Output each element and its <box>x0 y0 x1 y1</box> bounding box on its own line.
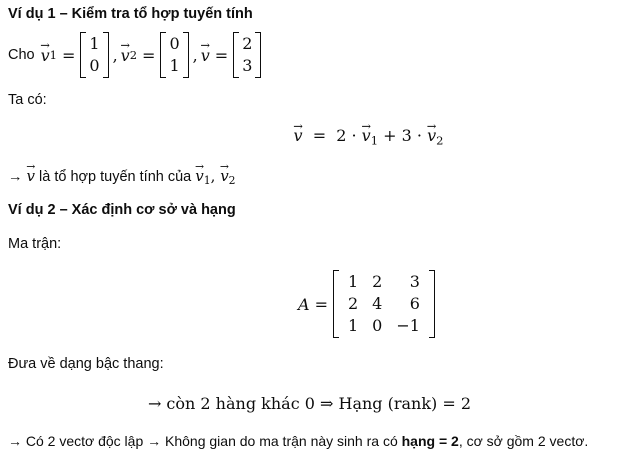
linear-combination-equation: → v = 2 · → $v_1 + 3$ · → $v_2$ <box>0 126 619 147</box>
final-text-2: , cơ sở gồm 2 vectơ. <box>458 433 589 449</box>
vector-v1-matrix <box>80 32 108 78</box>
matrix-name: A <box>298 294 310 314</box>
v2-entry-2: 1 <box>169 56 180 75</box>
vector-v-matrix <box>233 32 261 78</box>
coef-1: 2 <box>336 126 347 145</box>
matrix-cell: −1 <box>396 316 420 335</box>
example1-conclusion: → → v là tổ hợp tuyến tính của → $v_1$, → $v_2$ <box>8 167 236 187</box>
conclusion-text: là tổ hợp tuyến tính của <box>39 169 192 185</box>
matrix-cell: 6 <box>409 294 420 313</box>
matrix-cell: 0 <box>372 316 383 335</box>
matrix-cell: 4 <box>372 294 383 313</box>
coef-2: 3 <box>401 126 412 145</box>
given-vectors-math: → v 1 = 1 0 , → v 2 = 0 1 , → v = 2 3 <box>41 32 262 78</box>
matrix-cell: 2 <box>372 272 383 291</box>
given-prefix: Cho <box>8 47 35 63</box>
matrix-A-table <box>341 271 427 337</box>
v-entry-2: 3 <box>242 56 253 75</box>
final-bold-rank: hạng = 2 <box>401 433 459 449</box>
matrix-cell: 1 <box>347 272 359 291</box>
matrix-A-display: A = 1 2 3 2 4 6 1 0 −1 <box>298 270 435 338</box>
given-vectors-line <box>8 32 261 78</box>
rank-statement: → còn 2 hàng khác 0 ⇒ Hạng (rank) = 2 <box>147 394 472 413</box>
matrix-cell: 2 <box>347 294 359 313</box>
example1-heading: Ví dụ 1 – Kiểm tra tổ hợp tuyến tính <box>8 6 253 22</box>
v1-entry-1: 1 <box>89 34 100 53</box>
vec-v-2: → v <box>121 46 130 65</box>
vec-v-1: → v <box>41 46 50 65</box>
vector-v2-matrix <box>160 32 188 78</box>
matrix-cell: 3 <box>409 272 420 291</box>
row-echelon-label: Đưa về dạng bậc thang: <box>8 356 164 372</box>
final-conclusion <box>8 433 588 449</box>
arrow-icon: → <box>8 169 23 185</box>
v-entry-1: 2 <box>242 34 253 53</box>
example2-heading: Ví dụ 2 – Xác định cơ sở và hạng <box>8 202 236 218</box>
final-text-1: → Có 2 vectơ độc lập → Không gian do ma trận này sinh ra có <box>8 433 402 449</box>
v2-entry-1: 0 <box>169 34 180 53</box>
matrix-cell: 1 <box>347 316 359 335</box>
v1-entry-2: 0 <box>89 56 100 75</box>
matrix-label: Ma trận: <box>8 236 62 252</box>
vec-v: → v <box>201 46 210 65</box>
ta-co-label: Ta có: <box>8 92 47 108</box>
